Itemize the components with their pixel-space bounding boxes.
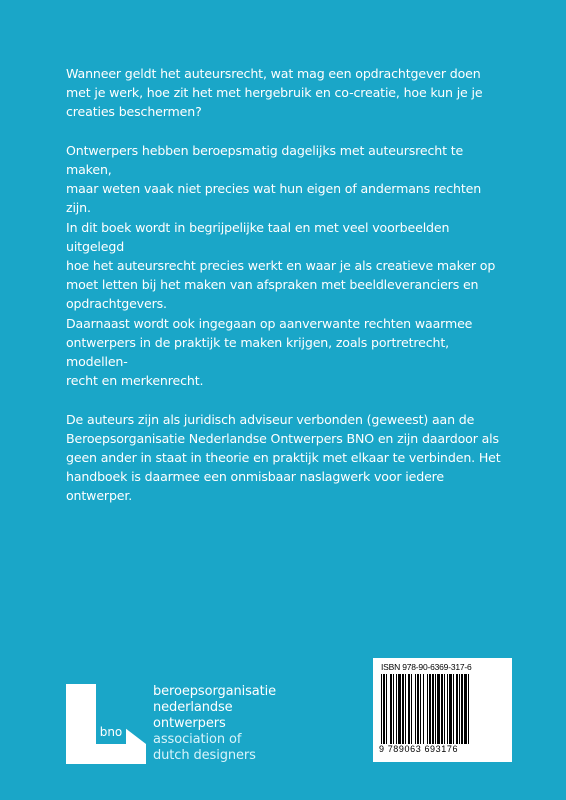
barcode-bar [461, 674, 463, 744]
barcode-bar [449, 674, 452, 744]
org-name-line-3: ontwerpers [153, 716, 226, 731]
barcode-bar [427, 674, 428, 744]
barcode-bar [411, 674, 412, 744]
paragraph-related-rights: Daarnaast wordt ook ingegaan op aanverwante rechten waarmee ontwerpers in de praktijk te maken krijgen, zoals portretrecht, modellen- recht en merkenrecht. [66, 315, 473, 389]
barcode-bar [408, 674, 410, 744]
barcode-bar [393, 674, 394, 744]
barcode-bar [383, 674, 385, 744]
barcode-bar [441, 674, 443, 744]
barcode-bar [468, 674, 469, 744]
barcode-bar [402, 674, 404, 744]
barcode-bar [398, 674, 401, 744]
paragraph-authors: De auteurs zijn als juridisch adviseur verbonden (geweest) aan de Beroepsorganisatie Nederlandse Ontwerpers BNO en zijn daardoor als geen ander in staat in theorie en praktijk met elkaar te verbinden. Het handboek is daarmee een onmisbaar naslagwerk voor iedere ontwerper. [66, 411, 501, 504]
barcode-bar [420, 674, 421, 744]
barcode-bar [381, 674, 382, 744]
org-name-en-line-1: association of [153, 732, 242, 747]
barcode-bar [423, 674, 424, 744]
isbn-barcode [373, 658, 512, 762]
barcode-bar [435, 674, 436, 744]
barcode-bar [437, 674, 440, 744]
barcode-bar [432, 674, 434, 744]
barcode-bar [390, 674, 392, 744]
paragraph-intro: Wanneer geldt het auteursrecht, wat mag een opdrachtgever doen met je werk, hoe zit het met hergebruik en co-creatie, hoe kun je je creaties beschermen? [66, 66, 483, 120]
barcode-bar [415, 674, 416, 744]
org-name-line-1: beroepsorganisatie [153, 684, 277, 699]
barcode-bar [386, 674, 387, 744]
bno-organisation-name [153, 684, 276, 764]
barcode-bar [396, 674, 397, 744]
barcode-bar [459, 674, 460, 744]
paragraph-description: Ontwerpers hebben beroepsmatig dagelijks met auteursrecht te maken, maar weten vaak niet precies wat hun eigen of andermans rechten zijn. In dit boek wordt in begrijpelijke taal en met veel voorbeelden uitgelegd hoe het auteursrecht precies werkt en waar je als creatieve maker op moet letten bij het maken van afspraken met beeldleveranciers en opdrachtgevers. [66, 142, 496, 312]
back-cover-text [66, 64, 506, 506]
barcode-bar [456, 674, 458, 744]
barcode-bar [429, 674, 431, 744]
barcode-bar [417, 674, 419, 744]
bno-logo-icon [66, 684, 146, 764]
barcode-bar [444, 674, 445, 744]
barcode-bar [464, 674, 467, 744]
barcode-number: 9 789063 693176 [379, 744, 459, 754]
isbn-label: ISBN 978-90-6369-317-6 [381, 662, 472, 672]
barcode-bar [447, 674, 448, 744]
barcode-bar [453, 674, 454, 744]
logo-mark-text: bno [99, 725, 123, 739]
barcode-bars [381, 674, 504, 744]
org-name-line-2: nederlandse [153, 700, 233, 715]
barcode-bar [405, 674, 406, 744]
org-name-en-line-2: dutch designers [153, 748, 256, 763]
